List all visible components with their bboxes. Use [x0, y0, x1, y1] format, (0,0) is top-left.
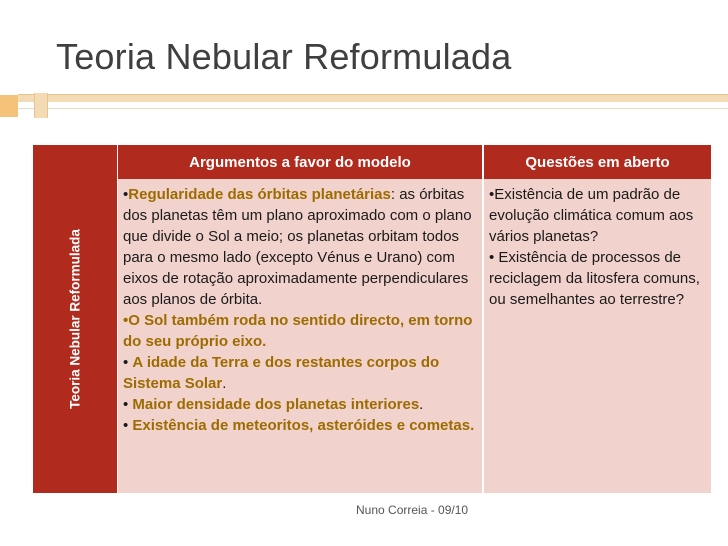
column-header-open-questions: Questões em aberto [484, 145, 711, 179]
column-header-arguments: Argumentos a favor do modelo [118, 145, 482, 179]
text-orbits: : as órbitas dos planetas têm um plano aproximado com o plano que divide o Sol a meio; os planetas orbitam todos para o mesmo lado (excepto Vénus e Urano) com eixos de rotação aproximadamente perpendiculares aos planos de órbita. [123, 186, 472, 308]
bullet: • [123, 354, 133, 371]
text-age: . [222, 375, 227, 392]
row-header [33, 145, 117, 493]
highlight-sun-rotation: O Sol também roda no sentido directo, em torno do seu próprio eixo. [123, 312, 473, 350]
bullet: • [123, 396, 133, 413]
title-underline-bar [18, 94, 728, 102]
open-questions-cell [484, 179, 711, 493]
argument-age [123, 352, 477, 394]
slide-title: Teoria Nebular Reformulada [56, 36, 512, 77]
comparison-table [33, 145, 711, 493]
bullet: • [123, 186, 129, 203]
accent-vertical-block [34, 93, 48, 118]
arguments-cell [118, 179, 482, 493]
text-density: . [419, 396, 424, 413]
bullet: • [123, 312, 129, 329]
slide-footer: Nuno Correia - 09/10 [356, 503, 469, 517]
argument-orbits [123, 184, 477, 310]
bullet: • [123, 417, 133, 434]
title-underline-thin [18, 108, 728, 109]
argument-meteorites [123, 415, 477, 436]
accent-square [0, 95, 18, 117]
question-lithosphere: • Existência de processos de reciclagem da litosfera comuns, ou semelhantes ao terrestre? [489, 249, 700, 308]
highlight-meteorites: Existência de meteoritos, asteróides e cometas. [132, 417, 475, 434]
row-header-label: Teoria Nebular Reformulada [67, 229, 83, 409]
highlight-age: A idade da Terra e dos restantes corpos do Sistema Solar [123, 354, 440, 392]
argument-density [123, 394, 477, 415]
highlight-orbits: Regularidade das órbitas planetárias [128, 186, 391, 203]
highlight-density: Maior densidade dos planetas interiores [132, 396, 420, 413]
question-climate: •Existência de um padrão de evolução climática comum aos vários planetas? [489, 186, 694, 245]
argument-sun-rotation [123, 310, 477, 352]
